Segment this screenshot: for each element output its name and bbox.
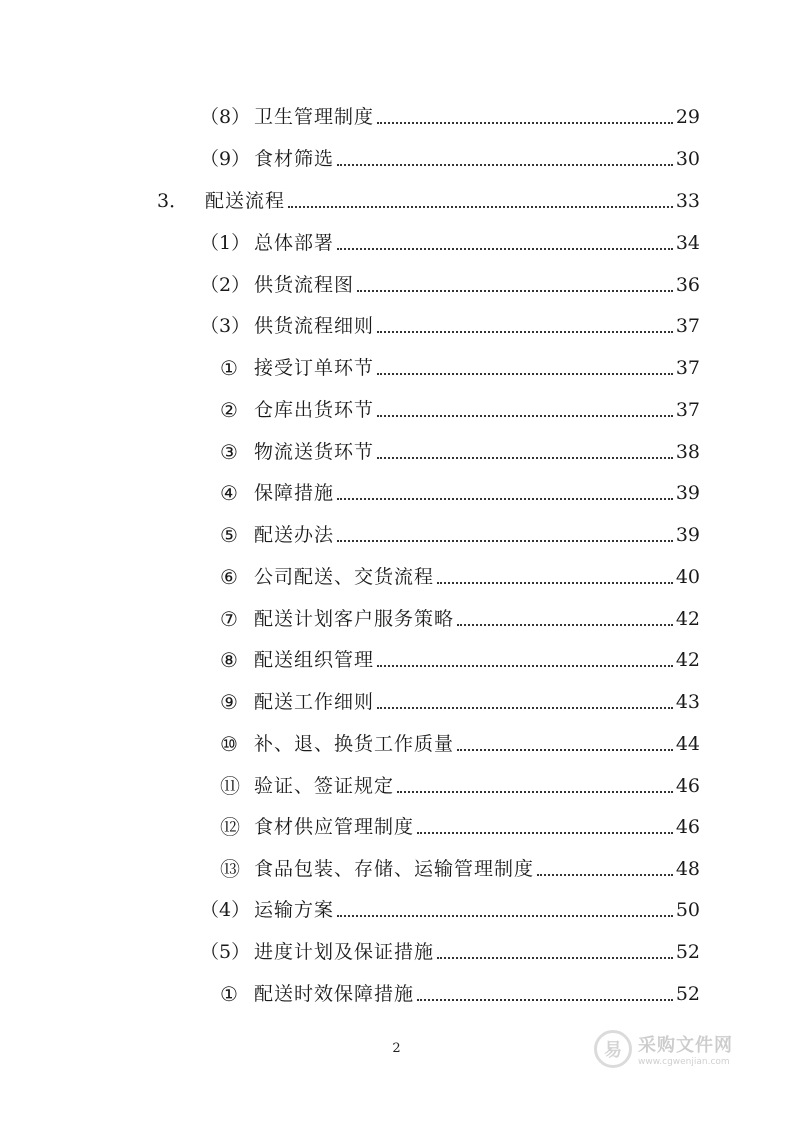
dot-leader <box>437 581 673 584</box>
toc-entry-number: ⑬ <box>220 857 240 881</box>
toc-entry-number: ⑨ <box>220 690 238 714</box>
toc-entry-number: （5） <box>200 941 251 963</box>
watermark-logo-icon: 易 <box>594 1030 632 1068</box>
dot-leader <box>357 289 673 292</box>
toc-entry[interactable] <box>220 850 700 880</box>
toc-entry-page: 52 <box>675 941 700 963</box>
toc-entry-title: 公司配送、交货流程 <box>254 566 435 588</box>
toc-entry-number: ⑥ <box>220 565 238 589</box>
toc-entry[interactable] <box>220 641 700 671</box>
toc-entry-title: 配送计划客户服务策略 <box>254 608 455 630</box>
toc-entry[interactable] <box>220 683 700 713</box>
toc-entry-title: 补、退、换货工作质量 <box>254 733 455 755</box>
toc-entry[interactable] <box>220 600 700 630</box>
dot-leader <box>417 831 673 834</box>
dot-leader <box>337 163 673 166</box>
toc-entry-title: 配送组织管理 <box>254 649 375 671</box>
toc-entry-page: 38 <box>675 441 700 463</box>
toc-entry-page: 50 <box>675 899 700 921</box>
toc-entry-number: ⑩ <box>220 732 238 756</box>
toc-entry-title: 总体部署 <box>254 232 335 254</box>
toc-entry-title: 食材筛选 <box>254 148 335 170</box>
toc-entry[interactable] <box>200 224 700 254</box>
toc-entry-number: （1） <box>200 232 251 254</box>
toc-entry-number: 3． <box>157 190 189 212</box>
toc-entry-title: 卫生管理制度 <box>254 106 375 128</box>
dot-leader <box>337 539 673 542</box>
dot-leader <box>377 414 673 417</box>
toc-entry-title: 食材供应管理制度 <box>254 816 415 838</box>
toc-entry[interactable] <box>220 516 700 546</box>
toc-entry-number: ② <box>220 398 238 422</box>
toc-entry-page: 48 <box>675 858 700 880</box>
toc-entry-page: 29 <box>675 106 700 128</box>
toc-entry[interactable] <box>220 767 700 797</box>
toc-entry-number: ⑪ <box>220 774 240 798</box>
dot-leader <box>377 664 673 667</box>
toc-entry-number: （2） <box>200 274 251 296</box>
toc-entry[interactable] <box>220 558 700 588</box>
watermark-text <box>638 1031 733 1067</box>
toc-entry-page: 39 <box>675 524 700 546</box>
page-number: 2 <box>392 1041 401 1056</box>
toc-entry-number: （8） <box>200 106 251 128</box>
toc-entry-number: ① <box>220 982 238 1006</box>
toc-entry-page: 46 <box>675 775 700 797</box>
dot-leader <box>337 497 673 500</box>
toc-entry-title: 供货流程细则 <box>254 315 375 337</box>
toc-entry-title: 配送时效保障措施 <box>254 983 415 1005</box>
toc-entry-page: 37 <box>675 357 700 379</box>
toc-entry-number: ① <box>220 356 238 380</box>
dot-leader <box>377 456 673 459</box>
toc-entry[interactable] <box>220 391 700 421</box>
toc-entry-page: 30 <box>675 148 700 170</box>
watermark-url: www.cgwenjian.com <box>638 1057 730 1067</box>
toc-entry-title: 配送流程 <box>205 190 286 212</box>
toc-entry-number: （4） <box>200 899 251 921</box>
toc-entry-number: ⑧ <box>220 648 238 672</box>
toc-entry-title: 保障措施 <box>254 482 335 504</box>
toc-entry-page: 46 <box>675 816 700 838</box>
toc-entry-number: ③ <box>220 440 238 464</box>
toc-entry[interactable] <box>200 266 700 296</box>
toc-entry[interactable] <box>200 98 700 128</box>
toc-entry[interactable] <box>155 182 700 212</box>
toc-entry-title: 配送工作细则 <box>254 691 375 713</box>
toc-entry-number: ④ <box>220 481 238 505</box>
toc-entry[interactable] <box>220 975 700 1005</box>
toc-entry[interactable] <box>200 140 700 170</box>
toc-entry[interactable] <box>220 433 700 463</box>
toc-entry-title: 验证、签证规定 <box>254 775 395 797</box>
toc-entry-title: 接受订单环节 <box>254 357 375 379</box>
toc-entry-page: 43 <box>675 691 700 713</box>
toc-entry-title: 运输方案 <box>254 899 335 921</box>
toc-entry[interactable] <box>220 349 700 379</box>
toc-entry-number: ⑤ <box>220 523 238 547</box>
dot-leader <box>377 330 673 333</box>
dot-leader <box>457 748 673 751</box>
dot-leader <box>457 623 673 626</box>
dot-leader <box>337 914 673 917</box>
toc-entry[interactable] <box>220 474 700 504</box>
dot-leader <box>377 372 673 375</box>
dot-leader <box>537 873 673 876</box>
toc-entry-title: 进度计划及保证措施 <box>254 941 435 963</box>
toc-entry-number: （9） <box>200 148 251 170</box>
toc-entry-page: 33 <box>675 190 700 212</box>
toc-entry[interactable] <box>220 808 700 838</box>
dot-leader <box>417 998 673 1001</box>
toc-entry-number: ⑦ <box>220 607 238 631</box>
toc-entry-page: 34 <box>675 232 700 254</box>
dot-leader <box>337 247 673 250</box>
watermark <box>594 1026 754 1072</box>
toc-entry-title: 食品包装、存储、运输管理制度 <box>254 858 535 880</box>
dot-leader <box>288 205 673 208</box>
toc-entry-page: 37 <box>675 399 700 421</box>
dot-leader <box>377 121 673 124</box>
toc-entry[interactable] <box>200 307 700 337</box>
toc-entry-title: 仓库出货环节 <box>254 399 375 421</box>
toc-entry-number: （3） <box>200 315 251 337</box>
toc-entry-page: 42 <box>675 608 700 630</box>
toc-entry-page: 44 <box>675 733 700 755</box>
toc-entry[interactable] <box>200 891 700 921</box>
dot-leader <box>397 790 673 793</box>
toc-entry-title: 供货流程图 <box>254 274 355 296</box>
toc-entry[interactable] <box>200 933 700 963</box>
toc-entry-title: 配送办法 <box>254 524 335 546</box>
toc-entry-page: 36 <box>675 274 700 296</box>
toc-entry-number: ⑫ <box>220 815 240 839</box>
toc-entry[interactable] <box>220 725 700 755</box>
toc-entry-page: 39 <box>675 482 700 504</box>
watermark-name: 采购文件网 <box>638 1035 733 1056</box>
toc-entry-page: 40 <box>675 566 700 588</box>
toc-entry-page: 42 <box>675 649 700 671</box>
toc-entry-page: 52 <box>675 983 700 1005</box>
dot-leader <box>377 706 673 709</box>
toc-entry-page: 37 <box>675 315 700 337</box>
toc-entry-title: 物流送货环节 <box>254 441 375 463</box>
dot-leader <box>437 956 673 959</box>
